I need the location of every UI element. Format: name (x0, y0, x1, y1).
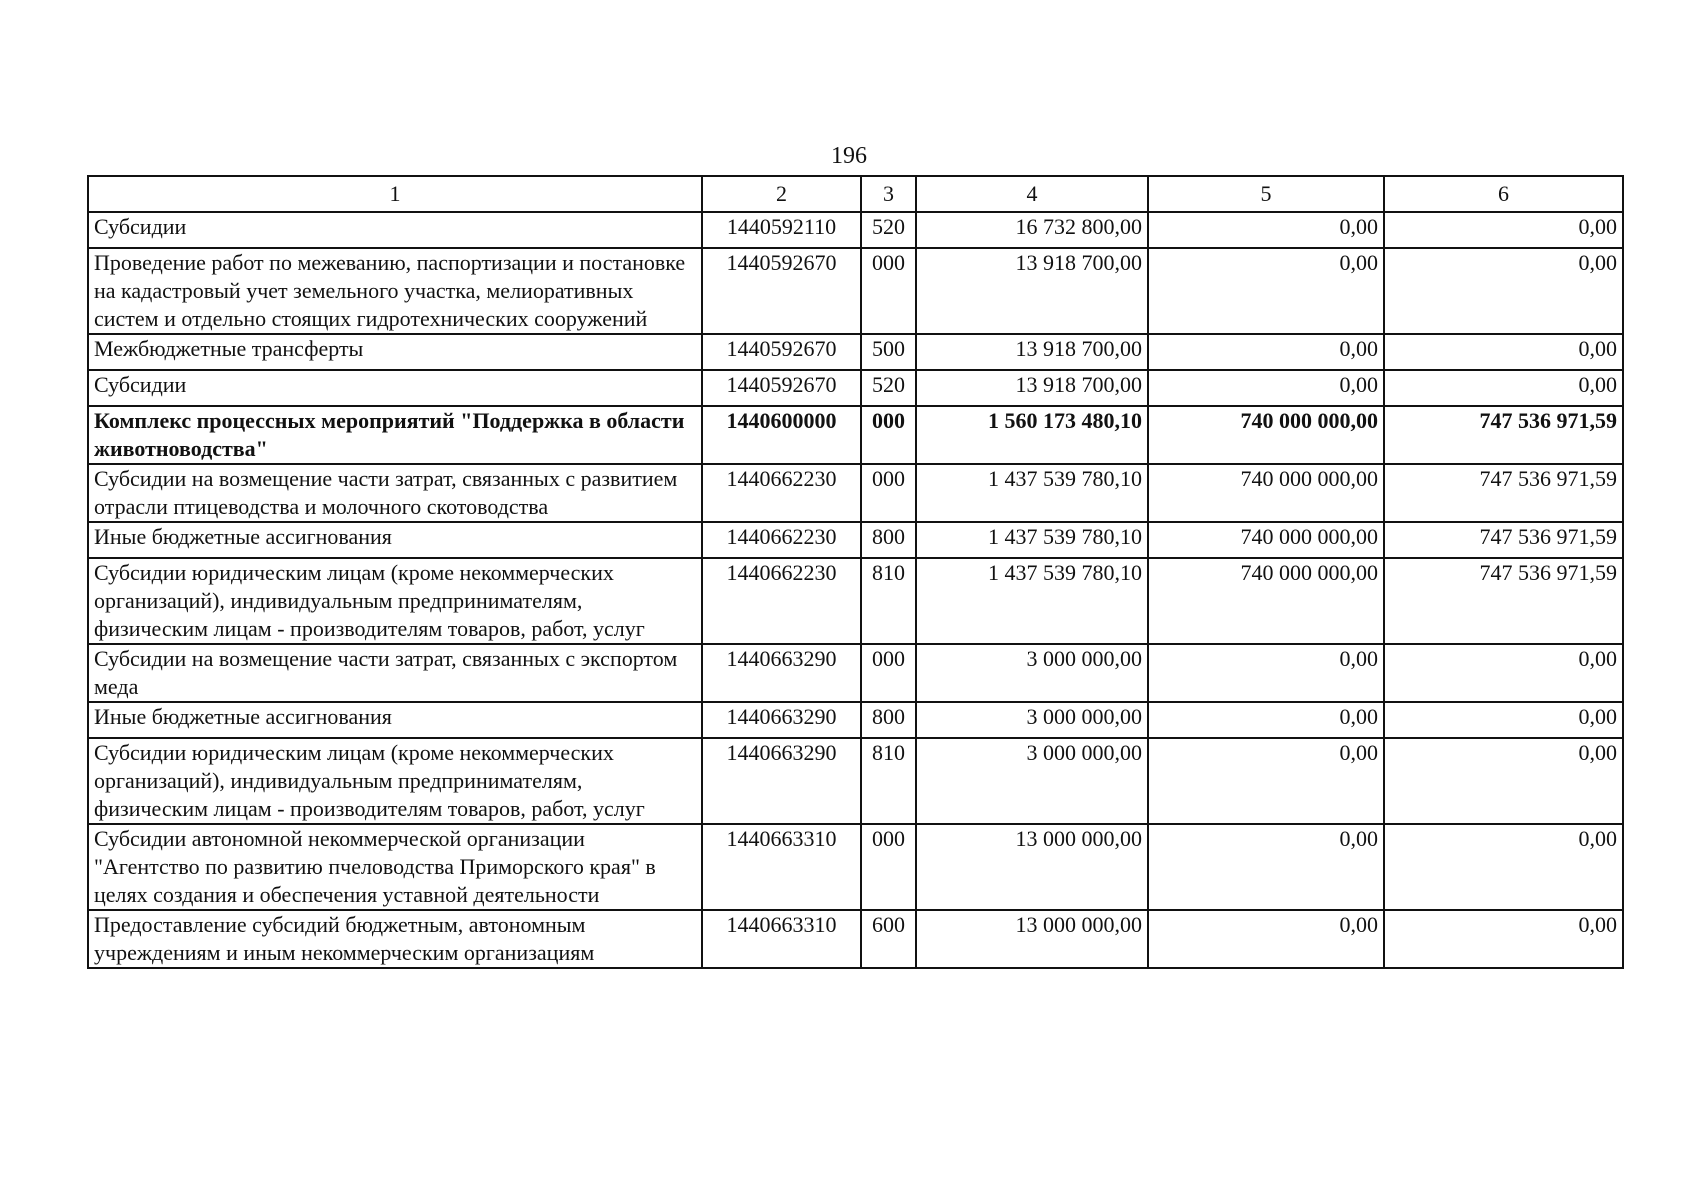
row-amount-col4-cell: 13 918 700,00 (916, 248, 1148, 334)
row-expense-type-cell: 500 (861, 334, 916, 370)
row-name-cell: Межбюджетные трансферты (88, 334, 702, 370)
column-header: 4 (916, 176, 1148, 212)
row-expense-type-cell: 000 (861, 464, 916, 522)
row-name-cell: Субсидии автономной некоммерческой организации "Агентство по развитию пчеловодства Приморского края" в целях создания и обеспечения уставной деятельности (88, 824, 702, 910)
row-name-cell: Иные бюджетные ассигнования (88, 522, 702, 558)
table-row (88, 558, 1623, 644)
row-amount-col5-cell: 0,00 (1148, 738, 1384, 824)
row-amount-col5-cell: 0,00 (1148, 644, 1384, 702)
row-code-cell: 1440600000 (702, 406, 861, 464)
table-header-row (88, 176, 1623, 212)
table-row (88, 370, 1623, 406)
row-name-cell: Субсидии на возмещение части затрат, связанных с развитием отрасли птицеводства и молочного скотоводства (88, 464, 702, 522)
row-name-cell: Проведение работ по межеванию, паспортизации и постановке на кадастровый учет земельного участка, мелиоративных систем и отдельно стоящих гидротехнических сооружений (88, 248, 702, 334)
row-amount-col6-cell: 747 536 971,59 (1384, 558, 1623, 644)
row-amount-col5-cell: 0,00 (1148, 702, 1384, 738)
row-expense-type-cell: 000 (861, 824, 916, 910)
row-name-cell: Субсидии (88, 212, 702, 248)
row-amount-col4-cell: 1 437 539 780,10 (916, 464, 1148, 522)
row-code-cell: 1440662230 (702, 522, 861, 558)
row-amount-col6-cell: 0,00 (1384, 370, 1623, 406)
row-amount-col6-cell: 0,00 (1384, 248, 1623, 334)
row-amount-col6-cell: 0,00 (1384, 212, 1623, 248)
row-code-cell: 1440592670 (702, 370, 861, 406)
row-amount-col5-cell: 740 000 000,00 (1148, 464, 1384, 522)
row-amount-col4-cell: 3 000 000,00 (916, 644, 1148, 702)
table-row (88, 212, 1623, 248)
row-amount-col4-cell: 1 437 539 780,10 (916, 558, 1148, 644)
row-name-cell: Иные бюджетные ассигнования (88, 702, 702, 738)
row-code-cell: 1440663290 (702, 738, 861, 824)
row-expense-type-cell: 600 (861, 910, 916, 968)
row-amount-col6-cell: 0,00 (1384, 824, 1623, 910)
column-header: 3 (861, 176, 916, 212)
row-expense-type-cell: 000 (861, 644, 916, 702)
column-header: 1 (88, 176, 702, 212)
row-amount-col6-cell: 747 536 971,59 (1384, 406, 1623, 464)
table-row (88, 738, 1623, 824)
row-amount-col5-cell: 0,00 (1148, 212, 1384, 248)
row-amount-col4-cell: 13 918 700,00 (916, 370, 1148, 406)
row-expense-type-cell: 000 (861, 406, 916, 464)
row-expense-type-cell: 810 (861, 558, 916, 644)
row-expense-type-cell: 800 (861, 522, 916, 558)
row-amount-col5-cell: 0,00 (1148, 824, 1384, 910)
budget-table (87, 175, 1624, 969)
row-amount-col6-cell: 0,00 (1384, 334, 1623, 370)
row-code-cell: 1440592670 (702, 334, 861, 370)
row-amount-col4-cell: 13 000 000,00 (916, 824, 1148, 910)
row-amount-col5-cell: 0,00 (1148, 334, 1384, 370)
row-code-cell: 1440662230 (702, 558, 861, 644)
row-name-cell: Предоставление субсидий бюджетным, автономным учреждениям и иным некоммерческим организациям (88, 910, 702, 968)
page-number: 196 (831, 143, 867, 169)
row-amount-col5-cell: 0,00 (1148, 370, 1384, 406)
column-header: 5 (1148, 176, 1384, 212)
row-amount-col6-cell: 0,00 (1384, 644, 1623, 702)
row-name-cell: Субсидии юридическим лицам (кроме некоммерческих организаций), индивидуальным предпринимателям, физическим лицам - производителям товаров, работ, услуг (88, 558, 702, 644)
row-amount-col5-cell: 0,00 (1148, 910, 1384, 968)
column-header: 2 (702, 176, 861, 212)
row-code-cell: 1440663290 (702, 702, 861, 738)
row-name-cell: Субсидии юридическим лицам (кроме некоммерческих организаций), индивидуальным предпринимателям, физическим лицам - производителям товаров, работ, услуг (88, 738, 702, 824)
table-row (88, 910, 1623, 968)
row-amount-col4-cell: 1 437 539 780,10 (916, 522, 1148, 558)
table-row (88, 248, 1623, 334)
row-code-cell: 1440592110 (702, 212, 861, 248)
row-expense-type-cell: 810 (861, 738, 916, 824)
table-row (88, 406, 1623, 464)
table-row (88, 824, 1623, 910)
row-code-cell: 1440663290 (702, 644, 861, 702)
row-amount-col4-cell: 3 000 000,00 (916, 702, 1148, 738)
row-amount-col4-cell: 3 000 000,00 (916, 738, 1148, 824)
table-row (88, 334, 1623, 370)
column-header: 6 (1384, 176, 1623, 212)
row-code-cell: 1440663310 (702, 910, 861, 968)
row-code-cell: 1440662230 (702, 464, 861, 522)
row-expense-type-cell: 800 (861, 702, 916, 738)
row-name-cell: Субсидии на возмещение части затрат, связанных с экспортом меда (88, 644, 702, 702)
table-row (88, 702, 1623, 738)
row-amount-col5-cell: 740 000 000,00 (1148, 558, 1384, 644)
row-amount-col4-cell: 13 918 700,00 (916, 334, 1148, 370)
row-code-cell: 1440663310 (702, 824, 861, 910)
row-amount-col5-cell: 740 000 000,00 (1148, 522, 1384, 558)
row-amount-col6-cell: 0,00 (1384, 910, 1623, 968)
row-amount-col6-cell: 747 536 971,59 (1384, 522, 1623, 558)
row-amount-col6-cell: 0,00 (1384, 738, 1623, 824)
row-expense-type-cell: 520 (861, 370, 916, 406)
table-body (88, 212, 1623, 968)
row-name-cell: Комплекс процессных мероприятий "Поддержка в области животноводства" (88, 406, 702, 464)
row-expense-type-cell: 000 (861, 248, 916, 334)
row-amount-col4-cell: 1 560 173 480,10 (916, 406, 1148, 464)
row-amount-col6-cell: 747 536 971,59 (1384, 464, 1623, 522)
row-amount-col4-cell: 13 000 000,00 (916, 910, 1148, 968)
table-row (88, 522, 1623, 558)
row-amount-col4-cell: 16 732 800,00 (916, 212, 1148, 248)
row-code-cell: 1440592670 (702, 248, 861, 334)
row-amount-col5-cell: 740 000 000,00 (1148, 406, 1384, 464)
row-amount-col6-cell: 0,00 (1384, 702, 1623, 738)
table-row (88, 644, 1623, 702)
row-expense-type-cell: 520 (861, 212, 916, 248)
row-name-cell: Субсидии (88, 370, 702, 406)
row-amount-col5-cell: 0,00 (1148, 248, 1384, 334)
table-row (88, 464, 1623, 522)
